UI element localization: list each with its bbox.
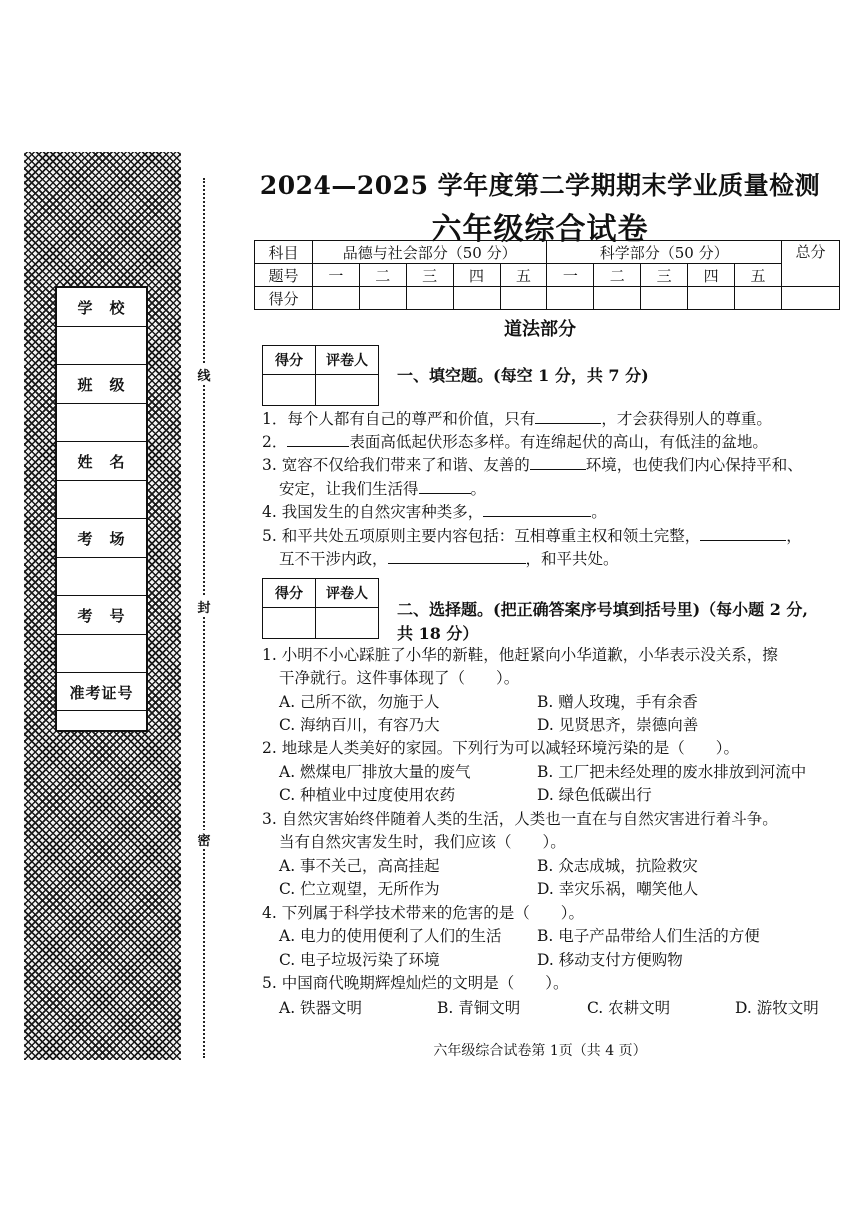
grader-score-cell[interactable] (263, 608, 316, 639)
score-table-subject-header: 科目 (255, 241, 313, 264)
answer-blank[interactable] (535, 407, 601, 424)
score-table-moral-item: 四 (453, 264, 500, 287)
score-table-science-header: 科学部分（50 分） (547, 241, 782, 264)
choice-question-5-stem: 5. 中国商代晚期辉煌灿烂的文明是（ ）。 (262, 974, 569, 992)
choice-option-c[interactable]: C. 农耕文明 (587, 999, 671, 1017)
choice-question-1-stem: 1. 小明不小心踩脏了小华的新鞋，他赶紧向小华道歉，小华表示没关系，擦 (262, 646, 778, 664)
info-label-admission-number: 准考证号 (69, 683, 134, 702)
choice-option-d[interactable]: D. 游牧文明 (735, 999, 819, 1017)
score-cell[interactable] (453, 287, 500, 310)
score-cell[interactable] (406, 287, 453, 310)
grader-reviewer-cell[interactable] (316, 375, 379, 406)
choice-option-c[interactable]: C. 种植业中过度使用农药 (279, 786, 456, 804)
choice-option-b[interactable]: B. 赠人玫瑰，手有余香 (537, 693, 698, 711)
choice-option-b[interactable]: B. 电子产品带给人们生活的方便 (537, 927, 760, 945)
answer-blank[interactable] (483, 500, 591, 517)
exam-title: 2024—2025 学年度第二学期期末学业质量检测 (259, 171, 821, 200)
score-table-score-label: 得分 (255, 287, 313, 310)
grader-box-part1 (262, 345, 379, 406)
info-label-exam-room: 考 场 (77, 529, 126, 548)
choice-question-2-stem: 2. 地球是人类美好的家园。下列行为可以减轻环境污染的是（ ）。 (262, 739, 739, 757)
score-cell[interactable] (688, 287, 735, 310)
choice-option-a[interactable]: A. 燃煤电厂排放大量的废气 (279, 763, 471, 781)
fill-question-1: 1．每个人都有自己的尊严和价值，只有 ，才会获得别人的尊重。 (262, 407, 772, 431)
grader-score-cell[interactable] (263, 375, 316, 406)
grader-box-part2 (262, 578, 379, 639)
seal-mark-seal: 封 (197, 597, 211, 616)
score-cell[interactable] (359, 287, 406, 310)
score-table-science-item: 五 (735, 264, 782, 287)
choice-option-b[interactable]: B. 青铜文明 (437, 999, 521, 1017)
score-table-moral-item: 二 (359, 264, 406, 287)
exam-subtitle: 六年级综合试卷 (431, 212, 649, 247)
score-cell[interactable] (500, 287, 547, 310)
choice-option-d[interactable]: D. 幸灾乐祸，嘲笑他人 (537, 880, 699, 898)
part2-heading: 二、选择题。(把正确答案序号填到括号里)（每小题 2 分, (397, 600, 808, 619)
info-label-name: 姓 名 (77, 452, 126, 471)
choice-question-1-stem-cont: 干净就行。这件事体现了（ ）。 (279, 669, 520, 687)
answer-blank[interactable] (287, 430, 349, 447)
score-table-science-item: 二 (594, 264, 641, 287)
grader-score-label: 得分 (263, 346, 316, 375)
score-table-moral-header: 品德与社会部分（50 分） (312, 241, 547, 264)
grader-reviewer-label: 评卷人 (316, 579, 379, 608)
score-table (254, 240, 840, 310)
choice-question-4-stem: 4. 下列属于科学技术带来的危害的是（ ）。 (262, 904, 584, 922)
seal-dotted-line (203, 178, 205, 1058)
score-table-science-item: 三 (641, 264, 688, 287)
choice-option-b[interactable]: B. 众志成城，抗险救灾 (537, 857, 698, 875)
choice-option-d[interactable]: D. 移动支付方便购物 (537, 951, 683, 969)
choice-question-3-stem-cont: 当有自然灾害发生时，我们应该（ ）。 (279, 833, 566, 851)
fill-question-5: 5. 和平共处五项原则主要内容包括：互相尊重主权和领土完整， ， (262, 524, 802, 548)
fill-question-2: 2． 表面高低起伏形态多样。有连绵起伏的高山，有低洼的盆地。 (262, 430, 768, 454)
choice-option-a[interactable]: A. 己所不欲，勿施于人 (279, 693, 440, 711)
fill-question-3: 3. 宽容不仅给我们带来了和谐、友善的 环境，也使我们内心保持平和、 (262, 453, 803, 477)
choice-option-c[interactable]: C. 电子垃圾污染了环境 (279, 951, 440, 969)
score-table-science-item: 一 (547, 264, 594, 287)
choice-option-a[interactable]: A. 铁器文明 (279, 999, 363, 1017)
choice-question-3-stem: 3. 自然灾害始终伴随着人类的生活，人类也一直在与自然灾害进行着斗争。 (262, 810, 778, 828)
grader-reviewer-label: 评卷人 (316, 346, 379, 375)
part2-heading-cont: 共 18 分） (397, 624, 479, 643)
info-label-school: 学 校 (77, 298, 126, 317)
fill-question-4: 4. 我国发生的自然灾害种类多， 。 (262, 500, 607, 524)
grader-score-label: 得分 (263, 579, 316, 608)
fill-question-3-cont: 安定，让我们生活得 。 (279, 477, 486, 501)
page-footer: 六年级综合试卷第 1页（共 4 页） (433, 1043, 647, 1059)
score-table-number-label: 题号 (255, 264, 313, 287)
choice-option-a[interactable]: A. 事不关己，高高挂起 (279, 857, 440, 875)
info-label-class: 班 级 (77, 375, 126, 394)
score-table-moral-item: 五 (500, 264, 547, 287)
part1-heading: 一、填空题。(每空 1 分，共 7 分) (397, 366, 649, 385)
score-table-science-item: 四 (688, 264, 735, 287)
answer-blank[interactable] (530, 453, 586, 470)
seal-mark-line: 线 (197, 365, 211, 384)
fill-question-5-cont: 互不干涉内政， ，和平共处。 (279, 547, 619, 571)
choice-option-c[interactable]: C. 海纳百川，有容乃大 (279, 716, 440, 734)
student-info-box (55, 286, 148, 732)
choice-option-c[interactable]: C. 伫立观望，无所作为 (279, 880, 440, 898)
answer-blank[interactable] (700, 524, 786, 541)
score-cell[interactable] (312, 287, 359, 310)
score-cell[interactable] (594, 287, 641, 310)
info-label-exam-number: 考 号 (77, 606, 126, 625)
choice-option-d[interactable]: D. 见贤思齐，崇德向善 (537, 716, 699, 734)
total-score-cell[interactable] (781, 287, 839, 310)
answer-blank[interactable] (388, 547, 526, 564)
section-title: 道法部分 (504, 319, 576, 340)
score-table-moral-item: 一 (312, 264, 359, 287)
answer-blank[interactable] (419, 477, 471, 494)
score-cell[interactable] (641, 287, 688, 310)
choice-option-d[interactable]: D. 绿色低碳出行 (537, 786, 652, 804)
seal-mark-secret: 密 (197, 830, 211, 849)
score-table-moral-item: 三 (406, 264, 453, 287)
grader-reviewer-cell[interactable] (316, 608, 379, 639)
choice-option-b[interactable]: B. 工厂把未经处理的废水排放到河流中 (537, 763, 807, 781)
score-table-total-header: 总分 (781, 241, 839, 287)
score-cell[interactable] (547, 287, 594, 310)
choice-option-a[interactable]: A. 电力的使用便利了人们的生活 (279, 927, 502, 945)
score-cell[interactable] (735, 287, 782, 310)
